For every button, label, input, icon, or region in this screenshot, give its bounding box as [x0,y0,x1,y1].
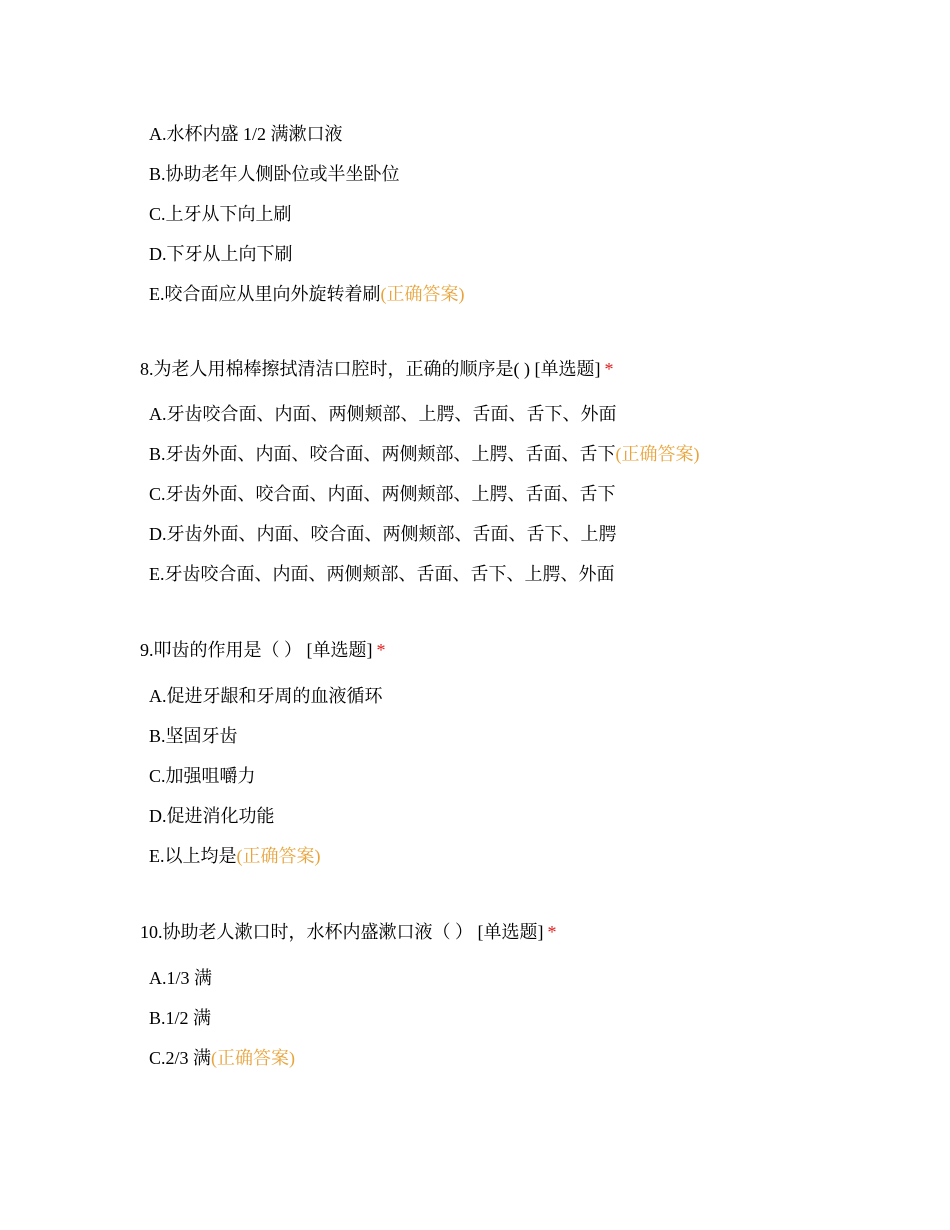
question-title-text: 10.协助老人漱口时，水杯内盛漱口液（ ） [单选题] [140,922,544,942]
question-8-options [140,394,900,594]
option-b [140,434,900,474]
question-8 [140,356,900,382]
question-10-options [140,958,900,1078]
option-e [140,274,900,314]
option-text: C.上牙从下向上刷 [149,204,292,224]
required-star: * [604,359,614,379]
option-text: D.牙齿外面、内面、咬合面、两侧颊部、舌面、舌下、上腭 [149,524,617,544]
option-text: B.协助老年人侧卧位或半坐卧位 [149,164,400,184]
option-text: E.牙齿咬合面、内面、两侧颊部、舌面、舌下、上腭、外面 [149,564,615,584]
question-9-options [140,676,900,876]
option-text: A.促进牙龈和牙周的血液循环 [149,686,383,706]
option-b [140,998,900,1038]
required-star: * [376,640,386,660]
option-text: A.1/3 满 [149,968,212,988]
option-text: C.2/3 满 [149,1048,212,1068]
option-a [140,394,900,434]
option-text: E.咬合面应从里向外旋转着刷 [149,284,381,304]
question-title-text: 9.叩齿的作用是（ ） [单选题] [140,640,373,660]
option-text: D.下牙从上向下刷 [149,244,293,264]
option-a [140,676,900,716]
option-c [140,474,900,514]
option-a [140,114,900,154]
option-b [140,154,900,194]
option-text: B.坚固牙齿 [149,726,238,746]
question-title [140,356,900,382]
option-text: A.水杯内盛 1/2 满漱口液 [149,124,343,144]
option-d [140,796,900,836]
question-10 [140,919,900,945]
option-b [140,716,900,756]
option-e [140,554,900,594]
option-text: C.加强咀嚼力 [149,766,256,786]
question-title [140,919,900,945]
option-d [140,514,900,554]
option-text: B.牙齿外面、内面、咬合面、两侧颊部、上腭、舌面、舌下 [149,444,616,464]
option-text: A.牙齿咬合面、内面、两侧颊部、上腭、舌面、舌下、外面 [149,404,617,424]
question-9 [140,637,900,663]
correct-answer-mark: (正确答案) [211,1048,296,1068]
correct-answer-mark: (正确答案) [380,284,465,304]
option-text: D.促进消化功能 [149,806,275,826]
question-title-text: 8.为老人用棉棒擦拭清洁口腔时，正确的顺序是( ) [单选题] [140,359,601,379]
question-7-options [140,114,900,314]
option-text: B.1/2 满 [149,1008,212,1028]
correct-answer-mark: (正确答案) [236,846,321,866]
option-c [140,1038,900,1078]
option-c [140,194,900,234]
required-star: * [547,922,557,942]
question-title [140,637,900,663]
option-a [140,958,900,998]
option-e [140,836,900,876]
option-d [140,234,900,274]
option-text: E.以上均是 [149,846,237,866]
correct-answer-mark: (正确答案) [615,444,700,464]
option-c [140,756,900,796]
option-text: C.牙齿外面、咬合面、内面、两侧颊部、上腭、舌面、舌下 [149,484,616,504]
